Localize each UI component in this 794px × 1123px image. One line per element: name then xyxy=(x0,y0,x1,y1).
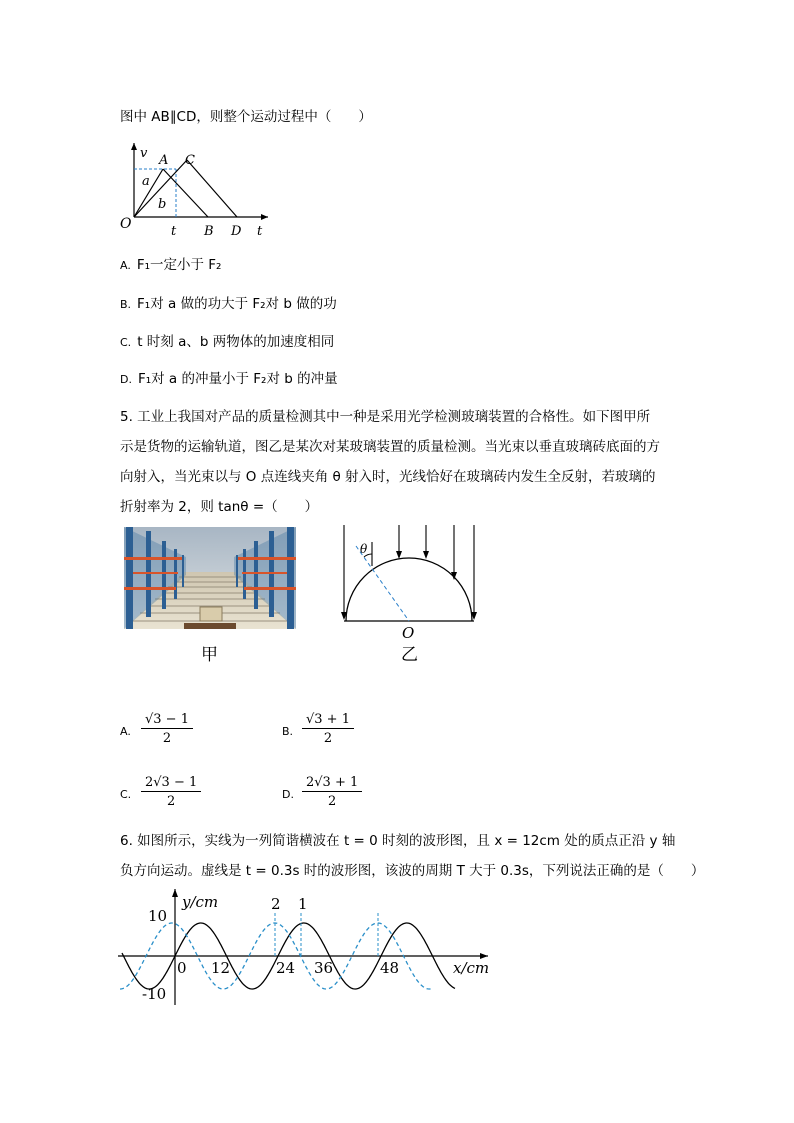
caption-yi: 乙 xyxy=(401,645,418,665)
x-axis-label: x/cm xyxy=(453,959,490,977)
point-o-label: O xyxy=(402,624,415,642)
q5-option-a-label[interactable]: A. xyxy=(120,725,131,738)
y-top-label: 10 xyxy=(148,907,168,925)
line-a-label: a xyxy=(142,174,150,189)
point-a-label: A xyxy=(159,153,169,168)
axis-t-label: t xyxy=(257,224,263,239)
point-c-label: C xyxy=(185,153,195,168)
q6-wave-graph xyxy=(110,885,500,1010)
point-b-label: B xyxy=(204,224,214,239)
q5-stem-line3: 向射入，当光束以与 O 点连线夹角 θ 射入时，光线恰好在玻璃砖内发生全反射，若玻璃的 xyxy=(120,469,656,485)
q5-option-b-label[interactable]: B. xyxy=(282,725,294,738)
theta-label: θ xyxy=(360,542,368,556)
tick-24: 24 xyxy=(276,959,296,977)
y-axis-label: y/cm xyxy=(182,893,219,911)
q5-stem-line1: 5. 工业上我国对产品的质量检测其中一种是采用光学检测玻璃装置的合格性。如下图甲所 xyxy=(120,409,651,425)
tick-48: 48 xyxy=(380,959,400,977)
q4-vt-graph xyxy=(116,140,276,240)
q4-option-a[interactable]: A. F₁一定小于 F₂ xyxy=(120,257,222,273)
q5-option-d-fraction[interactable]: $\frac{2√3 + 1}{2}$ xyxy=(302,775,362,809)
q6-stem-line1: 6. 如图所示，实线为一列简谐横波在 t = 0 时刻的波形图，且 x = 12cm 处的质点正沿 y 轴 xyxy=(120,833,676,849)
q5-option-c-label[interactable]: C. xyxy=(120,788,132,801)
tick-36: 36 xyxy=(314,959,334,977)
tick-0: 0 xyxy=(177,959,187,977)
semicircle-glass-diagram xyxy=(334,520,484,645)
q4-option-b[interactable]: B. F₁对 a 做的功大于 F₂对 b 做的功 xyxy=(120,296,337,312)
tick-12: 12 xyxy=(211,959,231,977)
mark-2: 2 xyxy=(271,895,281,913)
q5-stem-line4: 折射率为 2，则 tanθ =（ ） xyxy=(120,499,319,515)
line-b-label: b xyxy=(158,197,167,212)
q4-option-d[interactable]: D. F₁对 a 的冲量小于 F₂对 b 的冲量 xyxy=(120,371,338,387)
mark-1: 1 xyxy=(298,895,308,913)
axis-v-label: v xyxy=(140,146,148,161)
warehouse-photo xyxy=(124,527,296,629)
y-bottom-label: -10 xyxy=(142,985,167,1003)
q5-option-a-fraction[interactable]: $\frac{√3 - 1}{2}$ xyxy=(141,712,193,746)
q6-stem-line2: 负方向运动。虚线是 t = 0.3s 时的波形图，该波的周期 T 大于 0.3s，下列说法正确的是（ ） xyxy=(120,863,705,879)
point-d-label: D xyxy=(231,224,242,239)
q5-option-d-label[interactable]: D. xyxy=(282,788,294,801)
q4-stem: 图中 AB∥CD，则整个运动过程中（ ） xyxy=(120,109,372,125)
q5-option-b-fraction[interactable]: $\frac{√3 + 1}{2}$ xyxy=(302,712,354,746)
caption-jia: 甲 xyxy=(201,645,218,665)
q5-stem-line2: 示是货物的运输轨道，图乙是某次对某玻璃装置的质量检测。当光束以垂直玻璃砖底面的方 xyxy=(120,439,660,455)
q4-option-c[interactable]: C. t 时刻 a、b 两物体的加速度相同 xyxy=(120,334,335,350)
origin-label: O xyxy=(120,216,132,232)
q5-option-c-fraction[interactable]: $\frac{2√3 - 1}{2}$ xyxy=(141,775,201,809)
tick-t-label: t xyxy=(171,224,177,239)
